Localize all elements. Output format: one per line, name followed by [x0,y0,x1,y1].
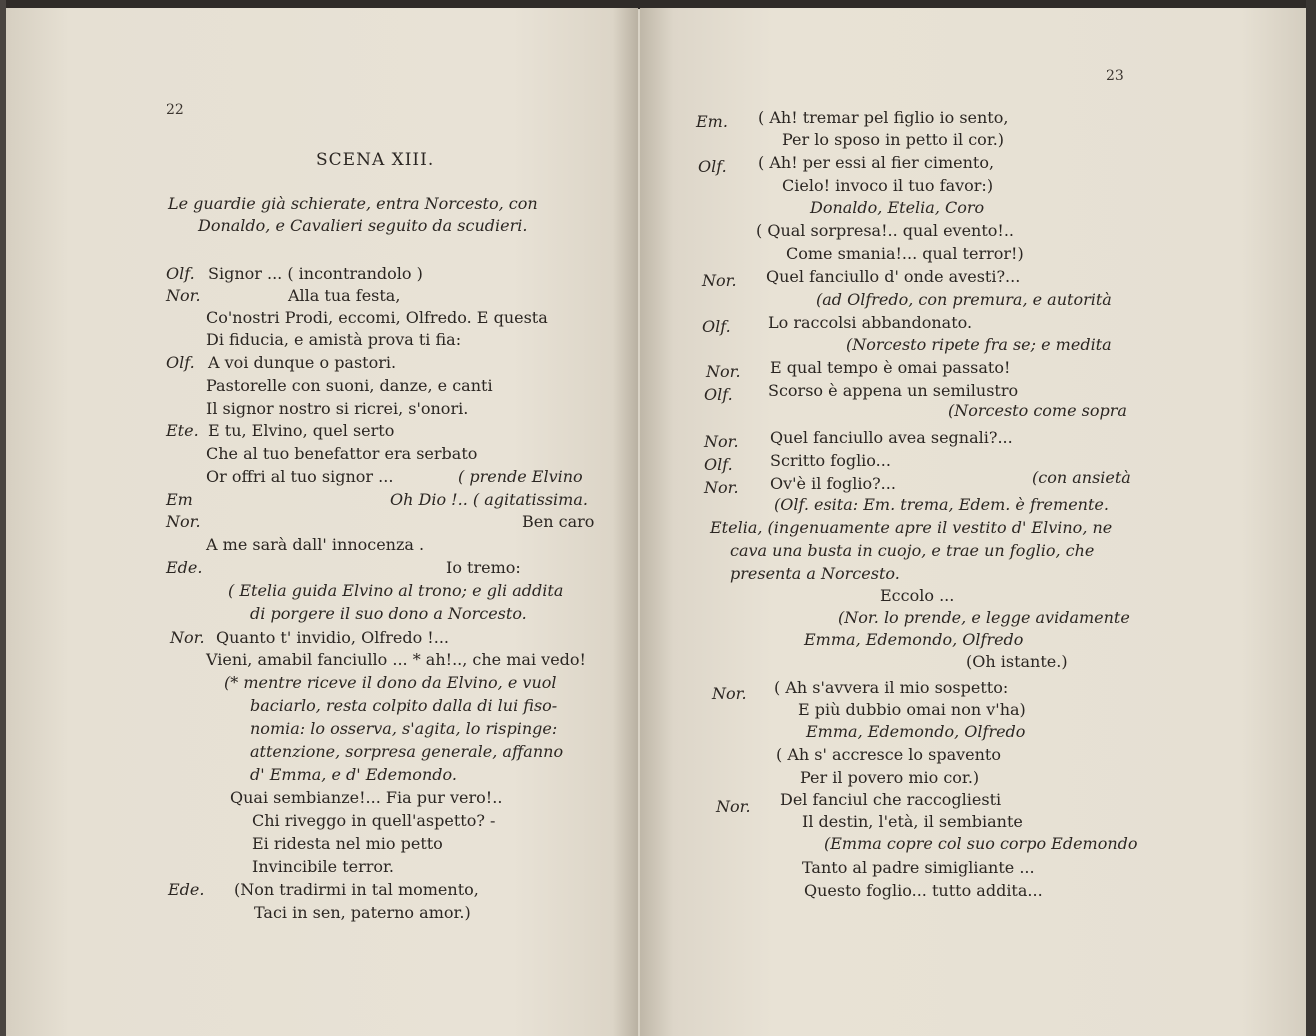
dialogue-line: Per lo sposo in petto il cor.) [782,130,1005,149]
dialogue-line: A voi dunque o pastori. [208,353,397,372]
stage-direction: d' Emma, e d' Edemondo. [250,765,457,784]
stage-direction: Emma, Edemondo, Olfredo [804,630,1024,649]
stage-direction: attenzione, sorpresa generale, affanno [250,742,564,761]
dialogue-line: Tanto al padre simigliante ... [802,858,1035,877]
page-number: 22 [166,102,184,118]
stage-direction: (Nor. lo prende, e legge avidamente [838,608,1130,627]
stage-direction: baciarlo, resta colpito dalla di lui fiso- [250,696,558,715]
dialogue-line: ( Ah! tremar pel figlio io sento, [758,108,1009,127]
dialogue-line: Invincibile terror. [252,857,394,876]
dialogue-line: A me sarà dall' innocenza . [206,535,425,554]
dialogue-line: Co'nostri Prodi, eccomi, Olfredo. E questa [206,308,548,327]
dialogue-line: Pastorelle con suoni, danze, e canti [206,376,493,395]
dialogue-line: Vieni, amabil fanciullo ... * ah!.., che mai vedo! [206,650,586,669]
speaker-label: Olf. [166,353,195,372]
page-number: 23 [1106,68,1124,84]
speaker-label: Em. [696,112,728,131]
dialogue-line: Di fiducia, e amistà prova ti fia: [206,330,462,349]
speaker-label: Olf. [702,317,731,336]
dialogue-line: E più dubbio omai non v'ha) [798,700,1026,719]
speaker-label: Nor. [716,797,751,816]
dialogue-line: Alla tua festa, [288,286,401,305]
dialogue-line: (Non tradirmi in tal momento, [234,880,479,899]
stage-direction: (ad Olfredo, con premura, e autorità [816,290,1112,309]
dialogue-line: Il signor nostro si ricrei, s'onori. [206,399,469,418]
stage-direction: (Olf. esita: Em. trema, Edem. è fremente. [774,495,1109,514]
stage-direction: ( Etelia guida Elvino al trono; e gli addita [228,581,564,600]
speaker-label: Olf. [704,455,733,474]
stage-direction: (Emma copre col suo corpo Edemondo [824,834,1138,853]
dialogue-line: Ov'è il foglio?... [770,474,896,493]
speaker-label: Nor. [702,271,737,290]
speaker-label: Nor. [166,512,201,531]
stage-direction: Emma, Edemondo, Olfredo [806,722,1026,741]
speaker-label: Nor. [170,628,205,647]
speaker-label: Olf. [698,157,727,176]
dialogue-line: Quai sembianze!... Fia pur vero!.. [230,788,503,807]
stage-direction: Le guardie già schierate, entra Norcesto, con [168,194,538,213]
speaker-label: Olf. [166,264,195,283]
speaker-label: Nor. [166,286,201,305]
speaker-label: Olf. [704,385,733,404]
speaker-label: Nor. [704,478,739,497]
speaker-label: Nor. [712,684,747,703]
dialogue-line: Questo foglio... tutto addita... [804,881,1043,900]
stage-direction: (Norcesto ripete fra se; e medita [846,335,1112,354]
dialogue-line: ( Ah! per essi al fier cimento, [758,153,995,172]
dialogue-line: Cielo! invoco il tuo favor:) [782,176,994,195]
scene-title: SCENA XIII. [316,150,435,170]
dialogue-line: Scorso è appena un semilustro [768,381,1019,400]
left-page [6,8,638,1036]
speaker-label: Ede. [168,880,205,899]
dialogue-line: Come smania!... qual terror!) [786,244,1024,263]
stage-direction: (Norcesto come sopra [948,401,1127,420]
stage-direction: Donaldo, Etelia, Coro [810,198,985,217]
dialogue-line: Quel fanciullo d' onde avesti?... [766,267,1021,286]
dialogue-line: Chi riveggo in quell'aspetto? - [252,811,496,830]
dialogue-line: Oh Dio !.. ( agitatissima. [390,490,588,509]
dialogue-line: E qual tempo è omai passato! [770,358,1011,377]
stage-direction: ( prende Elvino [458,467,583,486]
dialogue-line: E tu, Elvino, quel serto [208,421,395,440]
right-page [640,8,1308,1036]
right-edge-shadow [1306,0,1316,1036]
dialogue-line: Che al tuo benefattor era serbato [206,444,478,463]
speaker-label: Ede. [166,558,203,577]
dialogue-line: Ben caro [522,512,595,531]
dialogue-line: ( Ah s'avvera il mio sospetto: [774,678,1009,697]
dialogue-line: Lo raccolsi abbandonato. [768,313,973,332]
dialogue-line: Ei ridesta nel mio petto [252,834,443,853]
stage-direction: (con ansietà [1032,468,1131,487]
stage-direction: (* mentre riceve il dono da Elvino, e vuol [224,673,557,692]
dialogue-line: Scritto foglio... [770,451,891,470]
stage-direction: di porgere il suo dono a Norcesto. [250,604,527,623]
stage-direction: cava una busta in cuojo, e trae un foglio, che [730,541,1095,560]
dialogue-line: Signor ... ( incontrandolo ) [208,264,423,283]
dialogue-line: ( Qual sorpresa!.. qual evento!.. [756,221,1015,240]
speaker-label: Nor. [704,432,739,451]
speaker-label: Nor. [706,362,741,381]
stage-direction: presenta a Norcesto. [730,564,900,583]
stage-direction: nomia: lo osserva, s'agita, lo rispinge: [250,719,558,738]
dialogue-line: ( Ah s' accresce lo spavento [776,745,1001,764]
dialogue-line: Taci in sen, paterno amor.) [254,903,471,922]
stage-direction: Donaldo, e Cavalieri seguito da scudieri. [198,216,528,235]
stage-direction: Etelia, (ingenuamente apre il vestito d' Elvino, ne [710,518,1113,537]
dialogue-line: Del fanciul che raccogliesti [780,790,1002,809]
dialogue-line: (Oh istante.) [966,652,1068,671]
dialogue-line: Quel fanciullo avea segnali?... [770,428,1013,447]
dialogue-line: Io tremo: [446,558,521,577]
dialogue-line: Per il povero mio cor.) [800,768,980,787]
dialogue-line: Or offri al tuo signor ... [206,467,394,486]
speaker-label: Ete. [166,421,199,440]
dialogue-line: Quanto t' invidio, Olfredo !... [216,628,449,647]
speaker-label: Em [166,490,193,509]
dialogue-line: Eccolo ... [880,586,955,605]
dialogue-line: Il destin, l'età, il sembiante [802,812,1023,831]
